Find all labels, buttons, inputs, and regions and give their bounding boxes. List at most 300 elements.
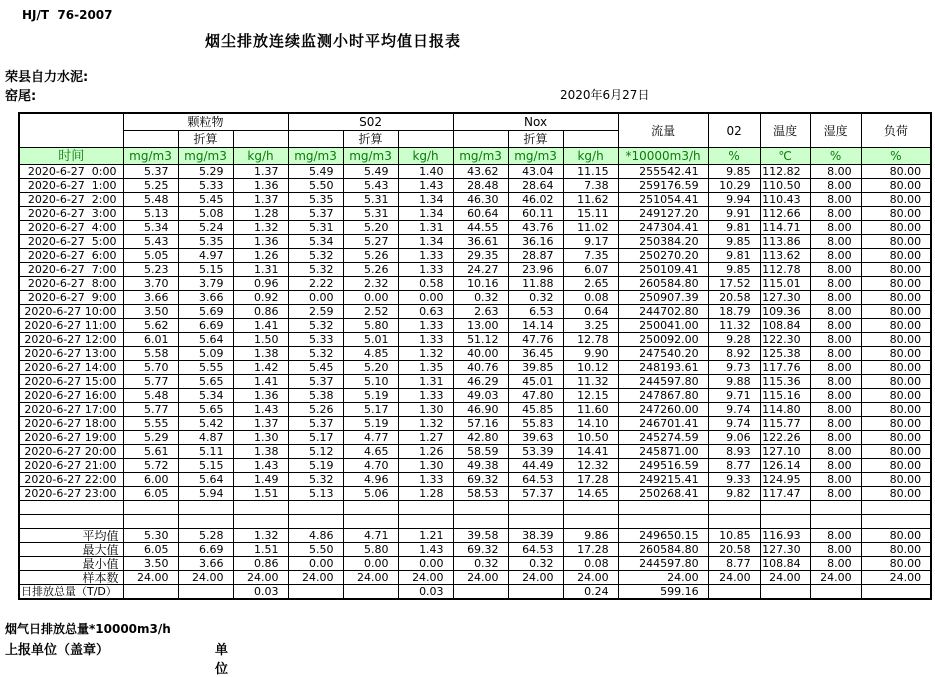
value-cell: 8.00 bbox=[810, 235, 861, 249]
value-cell: 2.63 bbox=[453, 305, 508, 319]
value-cell: 5.64 bbox=[178, 333, 233, 347]
value-cell: 5.80 bbox=[343, 319, 398, 333]
value-cell: 5.50 bbox=[288, 179, 343, 193]
table-row bbox=[19, 319, 931, 333]
value-cell: 15.11 bbox=[563, 207, 618, 221]
value-cell: 5.70 bbox=[123, 361, 178, 375]
spacer-cell bbox=[563, 131, 618, 148]
value-cell: 112.78 bbox=[760, 263, 810, 277]
empty-cell bbox=[453, 501, 508, 515]
group-so2: S02 bbox=[288, 113, 453, 131]
value-cell: 8.00 bbox=[810, 207, 861, 221]
value-cell: 1.41 bbox=[233, 319, 288, 333]
summary-label: 样本数 bbox=[19, 571, 123, 585]
table-row bbox=[19, 347, 931, 361]
value-cell: 245871.00 bbox=[618, 445, 708, 459]
time-cell: 2020-6-27 15:00 bbox=[19, 375, 123, 389]
value-cell: 12.32 bbox=[563, 459, 618, 473]
unit-cell: ℃ bbox=[760, 148, 810, 165]
value-cell: 126.14 bbox=[760, 459, 810, 473]
value-cell: 1.36 bbox=[233, 389, 288, 403]
value-cell: 8.77 bbox=[708, 459, 760, 473]
time-cell: 2020-6-27 17:00 bbox=[19, 403, 123, 417]
value-cell: 2.59 bbox=[288, 305, 343, 319]
value-cell: 44.55 bbox=[453, 221, 508, 235]
value-cell: 18.79 bbox=[708, 305, 760, 319]
summary-value-cell: 24.00 bbox=[398, 571, 453, 585]
value-cell: 1.33 bbox=[398, 263, 453, 277]
unit-cell: % bbox=[861, 148, 931, 165]
value-cell: 5.69 bbox=[178, 305, 233, 319]
value-cell: 58.53 bbox=[453, 487, 508, 501]
summary-value-cell: 80.00 bbox=[861, 529, 931, 543]
summary-value-cell: 249650.15 bbox=[618, 529, 708, 543]
col-load: 负荷 bbox=[861, 113, 931, 148]
unit-cell: % bbox=[708, 148, 760, 165]
summary-value-cell: 0.00 bbox=[288, 557, 343, 571]
unit-cell: mg/m3 bbox=[288, 148, 343, 165]
value-cell: 0.32 bbox=[508, 291, 563, 305]
value-cell: 43.76 bbox=[508, 221, 563, 235]
time-cell: 2020-6-27 3:00 bbox=[19, 207, 123, 221]
value-cell: 1.42 bbox=[233, 361, 288, 375]
value-cell: 247540.20 bbox=[618, 347, 708, 361]
table-row bbox=[19, 291, 931, 305]
spacer-cell bbox=[233, 131, 288, 148]
table-row bbox=[19, 179, 931, 193]
value-cell: 5.65 bbox=[178, 403, 233, 417]
value-cell: 115.01 bbox=[760, 277, 810, 291]
value-cell: 11.88 bbox=[508, 277, 563, 291]
header-group-row bbox=[19, 113, 931, 131]
empty-cell bbox=[861, 501, 931, 515]
summary-value-cell bbox=[288, 585, 343, 600]
value-cell: 80.00 bbox=[861, 165, 931, 179]
value-cell: 46.30 bbox=[453, 193, 508, 207]
value-cell: 80.00 bbox=[861, 361, 931, 375]
value-cell: 9.94 bbox=[708, 193, 760, 207]
value-cell: 8.92 bbox=[708, 347, 760, 361]
value-cell: 250384.20 bbox=[618, 235, 708, 249]
value-cell: 5.05 bbox=[123, 249, 178, 263]
value-cell: 36.61 bbox=[453, 235, 508, 249]
value-cell: 250109.41 bbox=[618, 263, 708, 277]
value-cell: 5.24 bbox=[178, 221, 233, 235]
summary-value-cell bbox=[123, 585, 178, 600]
summary-rows bbox=[19, 529, 931, 600]
empty-cell bbox=[861, 515, 931, 529]
value-cell: 11.62 bbox=[563, 193, 618, 207]
summary-value-cell bbox=[861, 585, 931, 600]
value-cell: 1.27 bbox=[398, 431, 453, 445]
summary-value-cell: 1.51 bbox=[233, 543, 288, 557]
value-cell: 5.33 bbox=[288, 333, 343, 347]
value-cell: 11.32 bbox=[563, 375, 618, 389]
value-cell: 1.33 bbox=[398, 389, 453, 403]
value-cell: 5.20 bbox=[343, 361, 398, 375]
summary-value-cell: 3.66 bbox=[178, 557, 233, 571]
value-cell: 0.00 bbox=[343, 291, 398, 305]
value-cell: 8.00 bbox=[810, 417, 861, 431]
value-cell: 5.64 bbox=[178, 473, 233, 487]
value-cell: 5.37 bbox=[123, 165, 178, 179]
unit-cell: kg/h bbox=[563, 148, 618, 165]
value-cell: 5.72 bbox=[123, 459, 178, 473]
value-cell: 8.00 bbox=[810, 445, 861, 459]
value-cell: 3.70 bbox=[123, 277, 178, 291]
value-cell: 28.48 bbox=[453, 179, 508, 193]
summary-value-cell: 8.00 bbox=[810, 557, 861, 571]
summary-row bbox=[19, 543, 931, 557]
value-cell: 5.49 bbox=[288, 165, 343, 179]
summary-value-cell: 4.71 bbox=[343, 529, 398, 543]
value-cell: 1.30 bbox=[398, 403, 453, 417]
value-cell: 9.91 bbox=[708, 207, 760, 221]
unit-cell: mg/m3 bbox=[178, 148, 233, 165]
value-cell: 4.97 bbox=[178, 249, 233, 263]
value-cell: 1.36 bbox=[233, 179, 288, 193]
summary-value-cell: 244597.80 bbox=[618, 557, 708, 571]
value-cell: 40.00 bbox=[453, 347, 508, 361]
empty-cell bbox=[19, 515, 123, 529]
value-cell: 1.36 bbox=[233, 235, 288, 249]
time-cell: 2020-6-27 1:00 bbox=[19, 179, 123, 193]
value-cell: 1.30 bbox=[398, 459, 453, 473]
value-cell: 5.58 bbox=[123, 347, 178, 361]
time-cell: 2020-6-27 19:00 bbox=[19, 431, 123, 445]
value-cell: 43.62 bbox=[453, 165, 508, 179]
value-cell: 5.32 bbox=[288, 249, 343, 263]
summary-value-cell: 599.16 bbox=[618, 585, 708, 600]
table-row bbox=[19, 459, 931, 473]
value-cell: 80.00 bbox=[861, 221, 931, 235]
value-cell: 80.00 bbox=[861, 319, 931, 333]
value-cell: 11.60 bbox=[563, 403, 618, 417]
value-cell: 8.00 bbox=[810, 165, 861, 179]
value-cell: 44.49 bbox=[508, 459, 563, 473]
time-cell: 2020-6-27 9:00 bbox=[19, 291, 123, 305]
monitoring-location: 窑尾: bbox=[5, 89, 37, 104]
value-cell: 5.38 bbox=[288, 389, 343, 403]
value-cell: 46.02 bbox=[508, 193, 563, 207]
value-cell: 11.02 bbox=[563, 221, 618, 235]
value-cell: 251054.41 bbox=[618, 193, 708, 207]
value-cell: 55.83 bbox=[508, 417, 563, 431]
value-cell: 1.37 bbox=[233, 165, 288, 179]
value-cell: 8.00 bbox=[810, 179, 861, 193]
value-cell: 5.23 bbox=[123, 263, 178, 277]
value-cell: 5.09 bbox=[178, 347, 233, 361]
summary-value-cell: 0.08 bbox=[563, 557, 618, 571]
summary-value-cell bbox=[508, 585, 563, 600]
value-cell: 80.00 bbox=[861, 305, 931, 319]
value-cell: 8.00 bbox=[810, 375, 861, 389]
value-cell: 5.26 bbox=[288, 403, 343, 417]
table-row bbox=[19, 445, 931, 459]
empty-cell bbox=[708, 501, 760, 515]
value-cell: 6.05 bbox=[123, 487, 178, 501]
col-o2: 02 bbox=[708, 113, 760, 148]
table-row bbox=[19, 403, 931, 417]
time-cell: 2020-6-27 14:00 bbox=[19, 361, 123, 375]
value-cell: 5.34 bbox=[288, 235, 343, 249]
value-cell: 3.66 bbox=[123, 291, 178, 305]
summary-value-cell: 0.00 bbox=[398, 557, 453, 571]
summary-value-cell: 64.53 bbox=[508, 543, 563, 557]
value-cell: 1.38 bbox=[233, 445, 288, 459]
value-cell: 1.37 bbox=[233, 193, 288, 207]
value-cell: 8.00 bbox=[810, 263, 861, 277]
time-cell: 2020-6-27 10:00 bbox=[19, 305, 123, 319]
value-cell: 113.86 bbox=[760, 235, 810, 249]
value-cell: 117.76 bbox=[760, 361, 810, 375]
value-cell: 24.27 bbox=[453, 263, 508, 277]
time-cell: 2020-6-27 23:00 bbox=[19, 487, 123, 501]
value-cell: 5.37 bbox=[288, 375, 343, 389]
value-cell: 5.19 bbox=[288, 459, 343, 473]
value-cell: 2.52 bbox=[343, 305, 398, 319]
empty-cell bbox=[810, 501, 861, 515]
summary-label: 最小值 bbox=[19, 557, 123, 571]
value-cell: 245274.59 bbox=[618, 431, 708, 445]
summary-value-cell: 6.05 bbox=[123, 543, 178, 557]
value-cell: 0.63 bbox=[398, 305, 453, 319]
summary-value-cell: 5.80 bbox=[343, 543, 398, 557]
value-cell: 127.30 bbox=[760, 291, 810, 305]
value-cell: 7.35 bbox=[563, 249, 618, 263]
value-cell: 39.63 bbox=[508, 431, 563, 445]
value-cell: 244702.80 bbox=[618, 305, 708, 319]
value-cell: 5.31 bbox=[343, 193, 398, 207]
value-cell: 0.00 bbox=[288, 291, 343, 305]
summary-value-cell: 0.32 bbox=[453, 557, 508, 571]
time-cell: 2020-6-27 13:00 bbox=[19, 347, 123, 361]
empty-cell bbox=[810, 515, 861, 529]
table-row bbox=[19, 431, 931, 445]
summary-value-cell: 9.86 bbox=[563, 529, 618, 543]
summary-value-cell: 108.84 bbox=[760, 557, 810, 571]
value-cell: 5.35 bbox=[288, 193, 343, 207]
value-cell: 29.35 bbox=[453, 249, 508, 263]
time-cell: 2020-6-27 11:00 bbox=[19, 319, 123, 333]
summary-value-cell: 10.85 bbox=[708, 529, 760, 543]
header-units-row bbox=[19, 148, 931, 165]
unit-cell: mg/m3 bbox=[343, 148, 398, 165]
value-cell: 8.00 bbox=[810, 333, 861, 347]
summary-value-cell: 24.00 bbox=[178, 571, 233, 585]
table-row bbox=[19, 361, 931, 375]
value-cell: 9.81 bbox=[708, 249, 760, 263]
value-cell: 8.00 bbox=[810, 459, 861, 473]
value-cell: 1.51 bbox=[233, 487, 288, 501]
summary-value-cell: 1.21 bbox=[398, 529, 453, 543]
value-cell: 1.37 bbox=[233, 417, 288, 431]
value-cell: 4.87 bbox=[178, 431, 233, 445]
unit-cell: kg/h bbox=[233, 148, 288, 165]
value-cell: 1.33 bbox=[398, 333, 453, 347]
summary-value-cell: 24.00 bbox=[508, 571, 563, 585]
value-cell: 46.90 bbox=[453, 403, 508, 417]
summary-value-cell: 24.00 bbox=[760, 571, 810, 585]
value-cell: 1.30 bbox=[233, 431, 288, 445]
value-cell: 1.32 bbox=[398, 417, 453, 431]
table-row bbox=[19, 165, 931, 179]
value-cell: 1.43 bbox=[233, 459, 288, 473]
value-cell: 9.74 bbox=[708, 417, 760, 431]
value-cell: 8.00 bbox=[810, 431, 861, 445]
summary-value-cell: 80.00 bbox=[861, 543, 931, 557]
summary-row bbox=[19, 571, 931, 585]
value-cell: 117.47 bbox=[760, 487, 810, 501]
value-cell: 5.43 bbox=[123, 235, 178, 249]
value-cell: 3.50 bbox=[123, 305, 178, 319]
value-cell: 49.38 bbox=[453, 459, 508, 473]
time-cell: 2020-6-27 2:00 bbox=[19, 193, 123, 207]
value-cell: 51.12 bbox=[453, 333, 508, 347]
value-cell: 60.64 bbox=[453, 207, 508, 221]
value-cell: 5.45 bbox=[288, 361, 343, 375]
value-cell: 5.34 bbox=[178, 389, 233, 403]
summary-value-cell: 1.43 bbox=[398, 543, 453, 557]
value-cell: 1.43 bbox=[233, 403, 288, 417]
value-cell: 1.31 bbox=[233, 263, 288, 277]
value-cell: 36.45 bbox=[508, 347, 563, 361]
value-cell: 0.96 bbox=[233, 277, 288, 291]
footer-units-line bbox=[5, 639, 229, 677]
value-cell: 255542.41 bbox=[618, 165, 708, 179]
value-cell: 5.32 bbox=[288, 473, 343, 487]
value-cell: 10.12 bbox=[563, 361, 618, 375]
value-cell: 5.08 bbox=[178, 207, 233, 221]
value-cell: 9.90 bbox=[563, 347, 618, 361]
summary-value-cell: 3.50 bbox=[123, 557, 178, 571]
value-cell: 9.71 bbox=[708, 389, 760, 403]
value-cell: 58.59 bbox=[453, 445, 508, 459]
value-cell: 1.28 bbox=[398, 487, 453, 501]
converted-label-pm: 折算 bbox=[178, 131, 233, 148]
value-cell: 5.11 bbox=[178, 445, 233, 459]
reporting-unit-label: 上报单位（盖章） bbox=[5, 643, 110, 658]
value-cell: 115.77 bbox=[760, 417, 810, 431]
value-cell: 247867.80 bbox=[618, 389, 708, 403]
value-cell: 53.39 bbox=[508, 445, 563, 459]
value-cell: 250268.41 bbox=[618, 487, 708, 501]
value-cell: 4.77 bbox=[343, 431, 398, 445]
value-cell: 5.32 bbox=[288, 347, 343, 361]
value-cell: 1.35 bbox=[398, 361, 453, 375]
summary-value-cell: 1.32 bbox=[233, 529, 288, 543]
summary-value-cell: 38.39 bbox=[508, 529, 563, 543]
spacer-cell bbox=[453, 131, 508, 148]
hour-rows bbox=[19, 165, 931, 501]
value-cell: 1.31 bbox=[398, 221, 453, 235]
summary-value-cell: 69.32 bbox=[453, 543, 508, 557]
empty-cell bbox=[563, 501, 618, 515]
value-cell: 80.00 bbox=[861, 403, 931, 417]
value-cell: 5.25 bbox=[123, 179, 178, 193]
value-cell: 57.16 bbox=[453, 417, 508, 431]
table-row bbox=[19, 375, 931, 389]
flue-gas-total-note: 烟气日排放总量*10000m3/h bbox=[5, 622, 171, 636]
value-cell: 80.00 bbox=[861, 333, 931, 347]
table-row bbox=[19, 221, 931, 235]
table-row bbox=[19, 333, 931, 347]
table-row bbox=[19, 249, 931, 263]
value-cell: 40.76 bbox=[453, 361, 508, 375]
value-cell: 3.25 bbox=[563, 319, 618, 333]
value-cell: 6.07 bbox=[563, 263, 618, 277]
summary-value-cell: 80.00 bbox=[861, 557, 931, 571]
value-cell: 45.85 bbox=[508, 403, 563, 417]
value-cell: 2.22 bbox=[288, 277, 343, 291]
value-cell: 250041.00 bbox=[618, 319, 708, 333]
value-cell: 5.48 bbox=[123, 389, 178, 403]
value-cell: 9.73 bbox=[708, 361, 760, 375]
spacer-rows bbox=[19, 501, 931, 529]
value-cell: 5.13 bbox=[288, 487, 343, 501]
value-cell: 5.43 bbox=[343, 179, 398, 193]
value-cell: 9.82 bbox=[708, 487, 760, 501]
unit-cell: mg/m3 bbox=[453, 148, 508, 165]
value-cell: 57.37 bbox=[508, 487, 563, 501]
summary-value-cell: 5.50 bbox=[288, 543, 343, 557]
value-cell: 122.30 bbox=[760, 333, 810, 347]
value-cell: 14.10 bbox=[563, 417, 618, 431]
report-table-wrapper bbox=[18, 112, 932, 600]
table-row bbox=[19, 207, 931, 221]
table-row bbox=[19, 389, 931, 403]
value-cell: 259176.59 bbox=[618, 179, 708, 193]
empty-cell bbox=[563, 515, 618, 529]
value-cell: 8.00 bbox=[810, 305, 861, 319]
value-cell: 5.27 bbox=[343, 235, 398, 249]
table-row bbox=[19, 417, 931, 431]
value-cell: 5.29 bbox=[178, 165, 233, 179]
empty-cell bbox=[233, 501, 288, 515]
value-cell: 80.00 bbox=[861, 179, 931, 193]
empty-cell bbox=[123, 515, 178, 529]
table-row bbox=[19, 193, 931, 207]
value-cell: 8.00 bbox=[810, 487, 861, 501]
value-cell: 1.49 bbox=[233, 473, 288, 487]
value-cell: 249516.59 bbox=[618, 459, 708, 473]
value-cell: 9.88 bbox=[708, 375, 760, 389]
report-date: 2020年6月27日 bbox=[560, 88, 650, 102]
empty-cell bbox=[453, 515, 508, 529]
value-cell: 60.11 bbox=[508, 207, 563, 221]
value-cell: 47.76 bbox=[508, 333, 563, 347]
summary-value-cell: 0.03 bbox=[233, 585, 288, 600]
value-cell: 1.43 bbox=[398, 179, 453, 193]
value-cell: 42.80 bbox=[453, 431, 508, 445]
col-humidity: 湿度 bbox=[810, 113, 861, 148]
value-cell: 5.32 bbox=[288, 319, 343, 333]
value-cell: 8.93 bbox=[708, 445, 760, 459]
value-cell: 1.28 bbox=[233, 207, 288, 221]
empty-cell bbox=[760, 515, 810, 529]
value-cell: 39.85 bbox=[508, 361, 563, 375]
value-cell: 1.33 bbox=[398, 319, 453, 333]
value-cell: 5.77 bbox=[123, 375, 178, 389]
value-cell: 122.26 bbox=[760, 431, 810, 445]
page-title: 烟尘排放连续监测小时平均值日报表 bbox=[205, 32, 462, 50]
group-pm: 颗粒物 bbox=[123, 113, 288, 131]
value-cell: 248193.61 bbox=[618, 361, 708, 375]
empty-cell bbox=[708, 515, 760, 529]
value-cell: 1.26 bbox=[233, 249, 288, 263]
value-cell: 0.92 bbox=[233, 291, 288, 305]
value-cell: 36.16 bbox=[508, 235, 563, 249]
